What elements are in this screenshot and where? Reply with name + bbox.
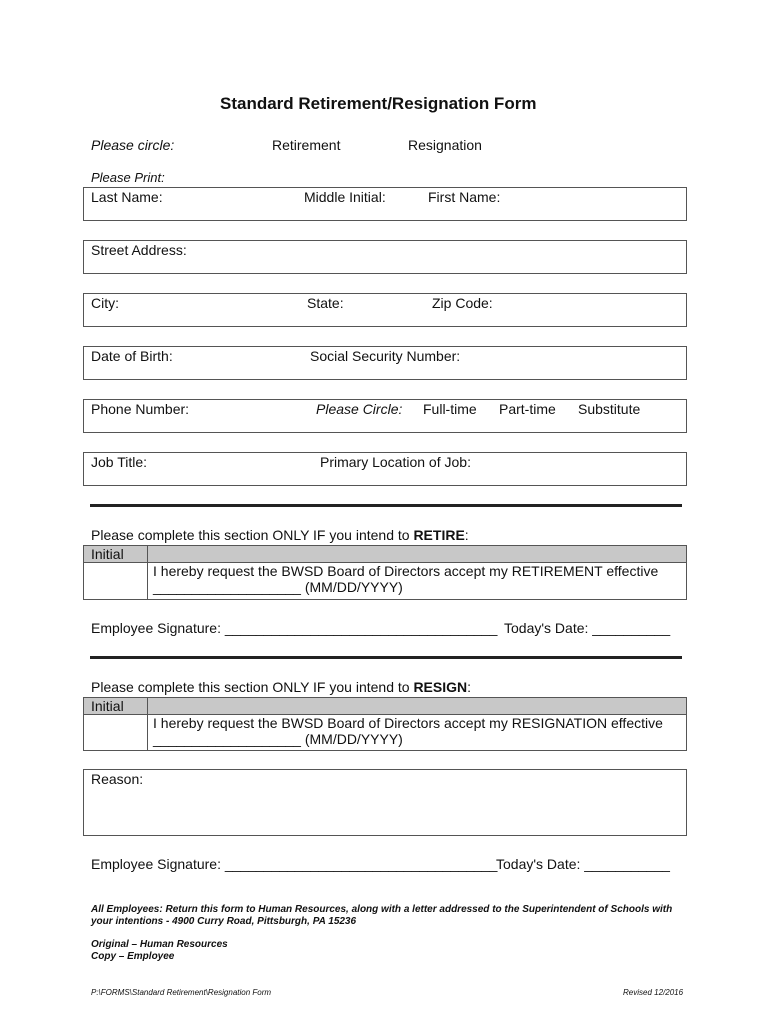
footer-path: P:\FORMS\Standard Retirement\Resignation Form [91, 988, 272, 997]
return-notice-line2: your intentions - 4900 Curry Road, Pittsburgh, PA 15236 [91, 916, 357, 927]
resign-date-line[interactable]: Today's Date: ___________ [496, 856, 670, 872]
resign-signature-line[interactable]: Employee Signature: ___________________________________ [91, 856, 498, 872]
city-label: City: [91, 295, 119, 311]
option-retirement[interactable]: Retirement [272, 137, 341, 153]
last-name-label: Last Name: [91, 189, 163, 205]
zip-label: Zip Code: [432, 295, 493, 311]
reason-box[interactable] [83, 769, 687, 836]
state-label: State: [307, 295, 344, 311]
retire-initial-label: Initial [91, 546, 124, 562]
copy-original: Original – Human Resources [91, 939, 228, 950]
retire-section-intro: Please complete this section ONLY IF you intend to RETIRE: [91, 527, 469, 543]
resign-initial-label: Initial [91, 698, 124, 714]
primary-location-label: Primary Location of Job: [320, 454, 471, 470]
first-name-label: First Name: [428, 189, 501, 205]
resign-section-intro: Please complete this section ONLY IF you intend to RESIGN: [91, 679, 472, 695]
option-resignation[interactable]: Resignation [408, 137, 482, 153]
circle-prompt: Please circle: [91, 137, 175, 153]
retire-table-divider [147, 546, 148, 599]
resign-table-header [84, 698, 686, 715]
resign-initial-field[interactable] [89, 716, 144, 748]
print-prompt: Please Print: [91, 170, 165, 185]
resign-table-divider [147, 698, 148, 750]
footer-revised: Revised 12/2016 [623, 988, 684, 997]
dob-label: Date of Birth: [91, 348, 173, 364]
return-notice-line1: All Employees: Return this form to Human Resources, along with a letter addressed to the Superintendent of Schools with [91, 904, 673, 915]
resign-request-line1: I hereby request the BWSD Board of Directors accept my RESIGNATION effective [153, 715, 663, 731]
retire-request-line1: I hereby request the BWSD Board of Directors accept my RETIREMENT effective [153, 563, 659, 579]
copy-employee: Copy – Employee [91, 951, 175, 962]
retire-keyword: RETIRE [413, 527, 465, 543]
section-divider [90, 504, 682, 507]
employment-circle-prompt: Please Circle: [316, 401, 403, 417]
option-substitute[interactable]: Substitute [578, 401, 641, 417]
retire-request-line2[interactable]: ___________________ (MM/DD/YYYY) [153, 579, 403, 595]
resign-request-line2[interactable]: ___________________ (MM/DD/YYYY) [153, 731, 403, 747]
middle-initial-label: Middle Initial: [304, 189, 386, 205]
street-address-label: Street Address: [91, 242, 187, 258]
job-title-label: Job Title: [91, 454, 148, 470]
retire-signature-line[interactable]: Employee Signature: ___________________________________ [91, 620, 498, 636]
retire-date-line[interactable]: Today's Date: __________ [504, 620, 671, 636]
option-fulltime[interactable]: Full-time [423, 401, 477, 417]
retire-table-header [84, 546, 686, 563]
ssn-label: Social Security Number: [310, 348, 461, 364]
section-divider [90, 656, 682, 659]
retire-initial-field[interactable] [89, 564, 144, 596]
phone-label: Phone Number: [91, 401, 190, 417]
option-parttime[interactable]: Part-time [499, 401, 556, 417]
resign-keyword: RESIGN [413, 679, 468, 695]
reason-label: Reason: [91, 771, 144, 787]
city-state-zip-box[interactable] [83, 293, 687, 327]
page-title: Standard Retirement/Resignation Form [220, 94, 537, 113]
